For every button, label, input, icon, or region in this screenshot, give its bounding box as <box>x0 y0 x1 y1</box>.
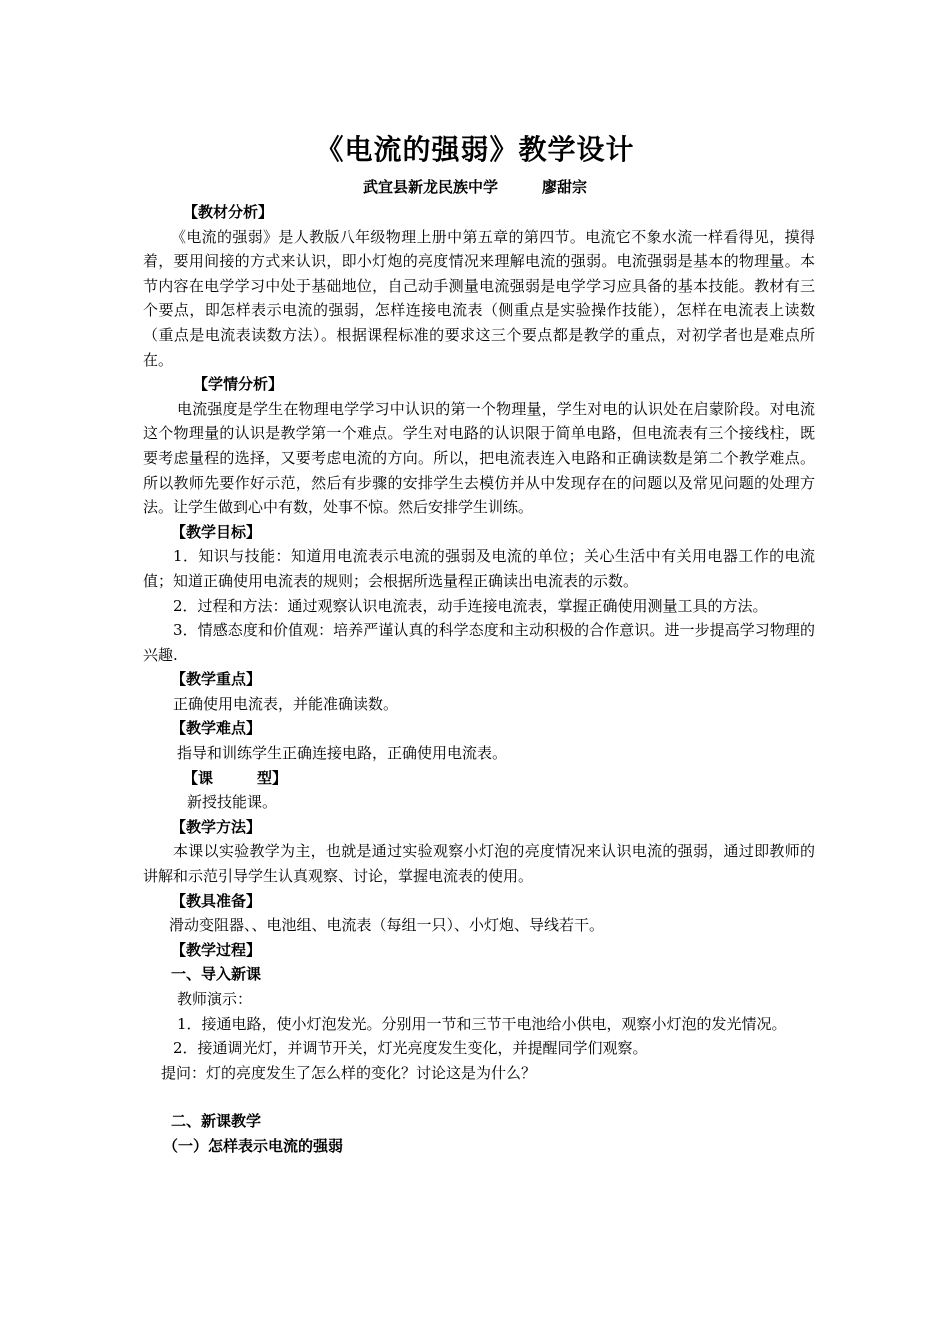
document-body <box>143 200 815 1159</box>
teacher-demo-label: 教师演示： <box>177 990 253 1008</box>
document-title: 《电流的强弱》教学设计 <box>315 133 635 166</box>
paragraph-method: 本课以实验教学为主，也就是通过实验观察小灯泡的亮度情况来认识电流的强弱，通过即教师的讲解和示范引导学生认真观察、讨论，掌握电流表的使用。 <box>143 842 815 886</box>
process-part1-heading: 一、导入新课 <box>171 965 262 984</box>
author-line <box>0 176 950 198</box>
paragraph-key: 正确使用电流表，并能准确读数。 <box>173 694 399 713</box>
goal-item: 3．情感态度和价值观：培养严谨认真的科学态度和主动积极的合作意识。进一步提高学习物理的兴趣. <box>143 621 815 664</box>
goal-item: 1．知识与技能：知道用电流表示电流的强弱及电流的单位；关心生活中有关用电器工作的电流值；知道正确使用电流表的规则；会根据所选量程正确读出电流表的示数。 <box>143 547 815 590</box>
section-heading-type <box>143 766 815 791</box>
section-heading-key: 【教学重点】 <box>171 670 262 689</box>
paragraph-textbook: 《电流的强弱》是人教版八年级物理上册中第五章的第四节。电流它不象水流一样看得见，摸得着，要用间接的方式来认识，即小灯炮的亮度情况来理解电流的强弱。电流强弱是基本的物理量。本节内容在电学学习中处于基础地位，自己动手测量电流强弱是电学学习应具备的基本技能。教材有三个要点，即怎样表示电流的强弱，怎样连接电流表（侧重点是实验操作技能），怎样在电流表上读数（重点是电流表读数方法）。根据课程标准的要求这三个要点都是教学的重点，对初学者也是难点所在。 <box>143 227 815 369</box>
section-heading-textbook: 【教材分析】 <box>183 203 274 221</box>
type-heading-left: 【课 <box>183 768 214 787</box>
paragraph-type: 新授技能课。 <box>187 793 278 812</box>
author-school: 武宜县新龙民族中学 <box>362 178 498 196</box>
process-part2-heading: 二、新课教学 <box>171 1112 262 1131</box>
paragraph-student: 电流强度是学生在物理电学学习中认识的第一个物理量，学生对电的认识处在启蒙阶段。对电流这个物理量的认识是教学第一个难点。学生对电路的认识限于简单电路，但电流表有三个接线柱，既要考虑量程的选择，又要考虑电流的方向。所以，把电流表连入电路和正确读数是第二个教学难点。所以教师先要作好示范，然后有步骤的安排学生去模仿并从中发现存在的问题以及常见问题的处理方法。让学生做到心中有数，处事不惊。然后安排学生训练。 <box>143 399 815 517</box>
process-part2-subheading: （一）怎样表示电流的强弱 <box>163 1136 344 1155</box>
paragraph-prep: 滑动变阻器、、电池组、电流表（每组一只）、小灯炮、导线若干。 <box>169 916 605 935</box>
section-heading-method: 【教学方法】 <box>171 817 262 836</box>
author-name: 廖甜宗 <box>542 178 588 196</box>
section-heading-student: 【学情分析】 <box>193 375 284 394</box>
process-question: 提问：灯的亮度发生了怎么样的变化？讨论这是为什么？ <box>161 1063 537 1082</box>
paragraph-difficulty: 指导和训练学生正确连接电路，正确使用电流表。 <box>177 744 508 763</box>
section-heading-difficulty: 【教学难点】 <box>171 719 262 738</box>
section-heading-prep: 【教具准备】 <box>171 891 262 910</box>
process-step: 1．接通电路，使小灯泡发光。分别用一节和三节干电池给小供电，观察小灯泡的发光情况。 <box>177 1014 787 1033</box>
goal-item: 2．过程和方法：通过观察认识电流表，动手连接电流表，掌握正确使用测量工具的方法。 <box>173 596 768 615</box>
section-heading-process: 【教学过程】 <box>171 940 262 959</box>
section-heading-goals: 【教学目标】 <box>171 522 262 541</box>
process-step: 2．接通调光灯，并调节开关，灯光亮度发生变化，并提醒同学们观察。 <box>173 1039 648 1058</box>
type-heading-right: 型】 <box>257 768 288 787</box>
